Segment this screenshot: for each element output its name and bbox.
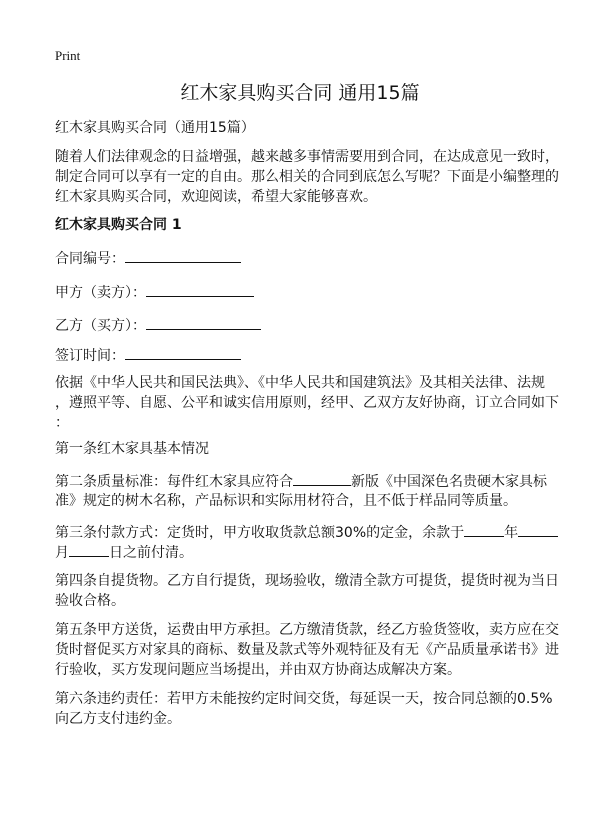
subtitle: 红木家具购买合同（通用15篇） (55, 120, 255, 136)
party-b-field (55, 315, 261, 336)
party-a-field (55, 282, 254, 303)
article-5-line: 货时督促买方对家具的商标、数量及款式等外观特征及有无《产品质量承诺书》进 (55, 642, 559, 658)
article-2-text: 新版《中国深色名贵硬木家具标 (351, 474, 547, 490)
basis-line: 依据《中华人民共和国民法典》、《中华人民共和国建筑法》及其相关法律、法规 (55, 375, 545, 391)
sign-date-field (55, 345, 241, 366)
article-6-line: 向乙方支付违约金。 (55, 711, 181, 727)
article-1: 第一条红木家具基本情况 (55, 441, 209, 457)
print-link[interactable]: Print (55, 48, 81, 63)
article-3-text: 第三条付款方式：定货时，甲方收取货款总额30%的定金，余款于 (55, 525, 465, 541)
article-3-text: 日之前付清。 (109, 545, 193, 561)
article-2-line (55, 471, 547, 492)
article-3-line (55, 522, 558, 543)
article-2-line: 准》规定的树木名称，产品标识和实际用材符合，且不低于样品同等质量。 (55, 493, 517, 509)
basis-line: ，遵照平等、自愿、公平和诚实信用原则，经甲、乙双方友好协商，订立合同如下 (55, 395, 559, 411)
intro-line: 制定合同可以享有一定的自由。那么相关的合同到底怎么写呢？下面是小编整理的 (55, 169, 559, 185)
article-3-line (55, 542, 193, 563)
party-a-blank (146, 282, 254, 297)
contract-no-blank (125, 248, 241, 263)
standard-blank (293, 471, 351, 486)
article-2-text: 第二条质量标准：每件红木家具应符合 (55, 474, 293, 490)
sign-date-blank (125, 345, 241, 360)
party-b-label: 乙方（买方）： (55, 318, 146, 334)
article-4-line: 验收合格。 (55, 593, 125, 609)
intro-line: 红木家具购买合同，欢迎阅读，希望大家能够喜欢。 (55, 189, 377, 205)
document-title: 红木家具购买合同 通用15篇 (180, 82, 420, 104)
article-5-line: 第五条甲方送货，运费由甲方承担。乙方缴清货款，经乙方验货签收，卖方应在交 (55, 622, 559, 638)
article-4-line: 第四条自提货物。乙方自行提货，现场验收，缴清全款方可提货，提货时视为当日 (55, 573, 559, 589)
month-label: 月 (55, 545, 69, 561)
contract-no-field (55, 248, 241, 269)
sign-date-label: 签订时间： (55, 348, 125, 364)
month-blank (518, 522, 558, 537)
basis-line: ： (55, 415, 69, 431)
year-blank (464, 522, 504, 537)
party-a-label: 甲方（卖方）： (55, 285, 146, 301)
article-5-line: 行验收，买方发现问题应当场提出，并由双方协商达成解决方案。 (55, 662, 461, 678)
party-b-blank (146, 315, 261, 330)
intro-line: 随着人们法律观念的日益增强，越来越多事情需要用到合同，在达成意见一致时， (55, 149, 559, 165)
contract-no-label: 合同编号： (55, 251, 125, 267)
year-label: 年 (504, 525, 519, 541)
article-6-line: 第六条违约责任：若甲方未能按约定时间交货，每延误一天，按合同总额的0.5% (55, 691, 553, 707)
day-blank (69, 542, 109, 557)
section-heading: 红木家具购买合同 1 (55, 217, 182, 233)
